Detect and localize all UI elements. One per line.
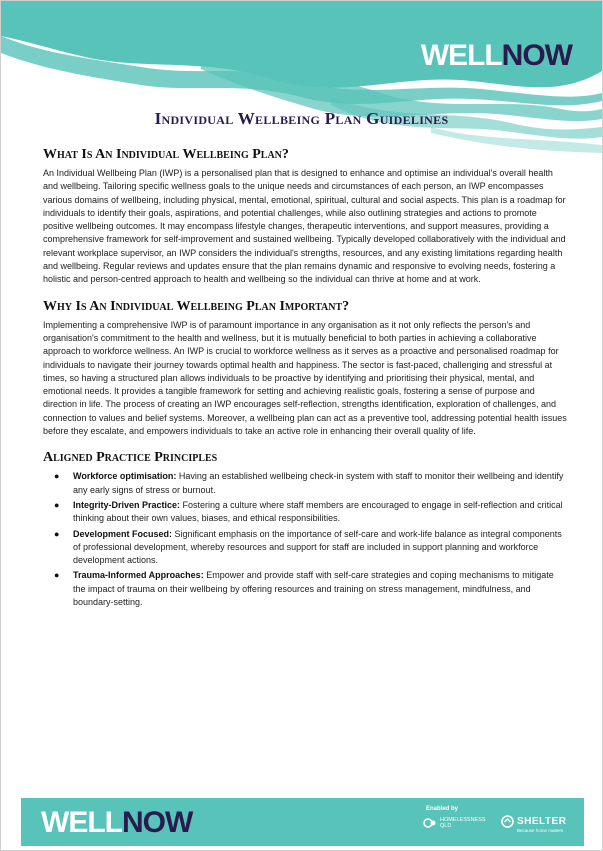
logo-now-text: NOW bbox=[121, 806, 193, 839]
homelessness-qld-logo bbox=[423, 816, 484, 830]
bullet-icon: ● bbox=[54, 471, 60, 482]
principle-text: Significant emphasis on the importance of self-care and work-life balance as integral components of professional development, whereby resources and support for staff are included in support planning and workforce development actions. bbox=[73, 528, 562, 566]
shelter-name: SHELTER bbox=[517, 816, 567, 827]
hq-logo-icon bbox=[423, 816, 437, 830]
list-item bbox=[54, 528, 567, 568]
list-item bbox=[54, 499, 567, 526]
bullet-icon: ● bbox=[54, 528, 60, 539]
logo-well-text: WELL bbox=[420, 39, 502, 72]
footer-banner bbox=[21, 798, 584, 846]
principle-text: Having an established wellbeing check-in system with staff to monitor their wellbeing and identify any early signs of stress or burnout. bbox=[73, 471, 564, 495]
enabled-by-label: Enabled by bbox=[426, 806, 459, 812]
principle-text: Fostering a culture where staff members are encouraged to engage in self-reflection and critical thinking about their own values, biases, and ethical responsibilities. bbox=[73, 499, 563, 524]
logo-well-text: WELL bbox=[41, 806, 122, 839]
list-item bbox=[54, 569, 567, 609]
principle-title: Integrity-Driven Practice: bbox=[73, 499, 181, 510]
shelter-tagline: Because home matters bbox=[517, 828, 564, 833]
principle-title: Trauma-Informed Approaches: bbox=[73, 570, 204, 581]
section-heading-what-is: What Is An Individual Wellbeing Plan? bbox=[43, 147, 289, 162]
principle-title: Workforce optimisation: bbox=[73, 471, 177, 482]
shelter-logo-icon bbox=[501, 815, 514, 828]
document-content bbox=[43, 147, 567, 611]
principle-title: Development Focused: bbox=[73, 528, 173, 539]
document-title: Individual Wellbeing Plan Guidelines bbox=[154, 109, 449, 128]
logo-now-text: NOW bbox=[501, 39, 572, 72]
header-wave-graphic bbox=[1, 1, 602, 161]
section-heading-why-important: Why Is An Individual Wellbeing Plan Important? bbox=[43, 298, 350, 314]
section-body-why-important: Implementing a comprehensive IWP is of paramount importance in any organisation as it not only reflects the person's and organisation's commitment to the health and wellness, but it is mutually beneficial to both parties in achieving a collaborative approach to workforce wellness. An IWP is crucial to workforce wellness as it serves as a proactive and personalised roadmap for individuals to navigate their journey towards optimal health and happiness. The sector is fast-paced, challenging and stressful at times, so having a structured plan allows individuals to be proactive by identifying and prioritising their physical, mental, and emotional needs. It provides a tangible framework for setting and achieving realistic goals, fostering a sense of purpose and direction in life. The process of creating an IWP encourages self-reflection, strengths identification, exploration of challenges, and connection to values and belief systems. Moreover, a wellbeing plan can act as a preventive tool, addressing potential health issues before they escalate, and empowers individuals to take an active role in enhancing their overall quality of life. bbox=[43, 319, 567, 437]
principles-list bbox=[43, 470, 567, 609]
bullet-icon: ● bbox=[54, 570, 60, 581]
section-heading-principles: Aligned Practice Principles bbox=[43, 450, 218, 466]
shelter-logo bbox=[501, 815, 567, 833]
bullet-icon: ● bbox=[54, 499, 60, 510]
principle-text: Empower and provide staff with self-care strategies and coping mechanisms to mitigate the impact of trauma on their wellbeing by offering resources and training on stress management, mindfulness, and boundary-setting. bbox=[73, 570, 554, 608]
wellnow-logo-bottom bbox=[41, 806, 192, 840]
homelessness-qld-text: HOMELESSNESS QLD bbox=[440, 817, 486, 829]
list-item bbox=[54, 470, 567, 497]
wellnow-logo-top bbox=[421, 39, 572, 73]
section-body-what-is: An Individual Wellbeing Plan (IWP) is a personalised plan that is designed to enhance and optimise an individual's overall health and wellbeing. Tailoring specific wellness goals to the unique needs and circumstances of each person, an IWP encompasses various domains of wellbeing, including physical, mental, emotional, spiritual, cultural and social aspects. This plan is a roadmap for individuals to identify their goals, aspirations, and potential challenges, while also outlining strategies and actions to promote positive wellbeing outcomes. It may encompass lifestyle changes, therapeutic interventions, and support measures, providing a comprehensive framework for self-improvement and sustained wellbeing. Typically developed collaboratively with the individual and relevant workplace supervisor, an IWP considers the individual's strengths, resources, and any existing limitations regarding health and wellbeing. Regular reviews and updates ensure that the plan remains dynamic and responsive to evolving needs, fostering a holistic and person-centred approach to health and wellbeing so the individual can thrive at home and at work. bbox=[43, 168, 566, 285]
